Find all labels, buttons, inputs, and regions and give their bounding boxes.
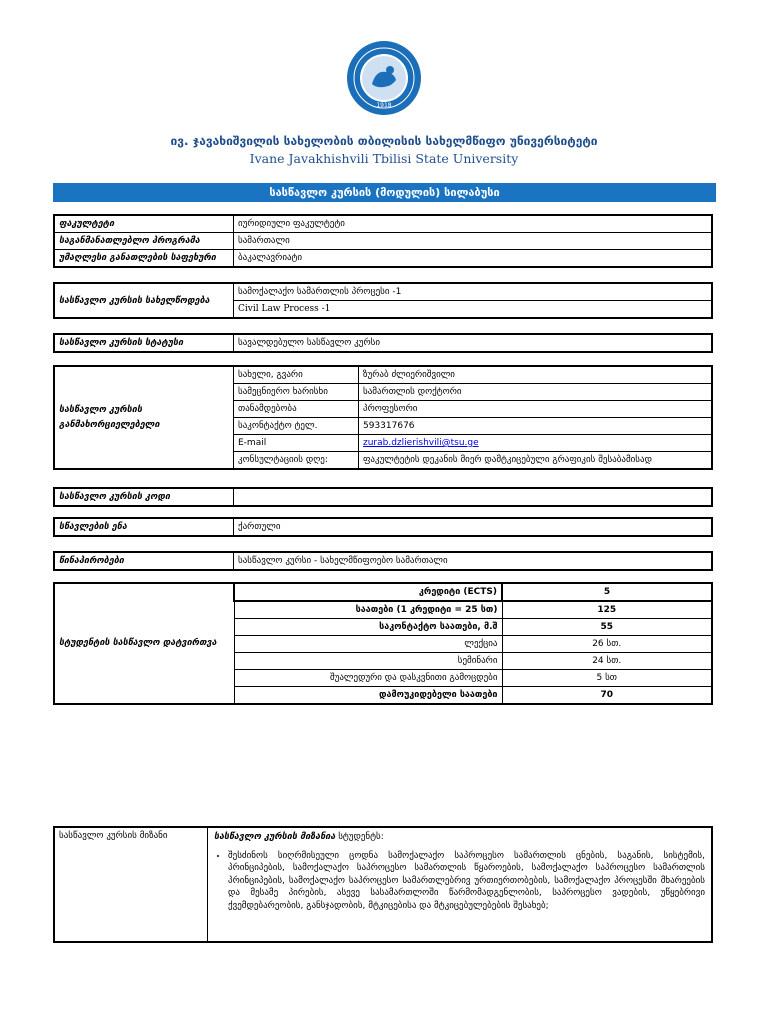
logo-year: 1918	[376, 102, 392, 109]
code-label: სასწავლო კურსის კოდი	[54, 488, 234, 506]
faculty-table	[53, 214, 713, 268]
table-row	[54, 552, 712, 570]
status-table	[53, 333, 713, 353]
email-cell	[359, 435, 713, 452]
workload-table	[53, 582, 713, 705]
seminar-value: 24 სთ.	[502, 653, 712, 670]
language-table	[53, 517, 713, 537]
hours-key: საათები (1 კრედიტი = 25 სთ)	[234, 601, 502, 619]
course-name-en: Civil Law Process -1	[234, 301, 713, 319]
credits-key: კრედიტი (ECTS)	[234, 583, 502, 601]
prereq-table	[53, 551, 713, 571]
table-row	[54, 366, 712, 384]
contact-hours-key: საკონტაქტო საათები, მ.შ	[234, 619, 502, 636]
consultation-value: ფაკულტეტის დეკანის მიერ დამტკიცებული გრაფიკის შესაბამისად	[359, 452, 713, 470]
phone-value: 593317676	[359, 418, 713, 435]
independent-hours-key: დამოუკიდებელი საათები	[234, 687, 502, 705]
list-item: • შესძინოს სიღრმისეული ცოდნა სამოქალაქო საპროცესო სამართლის ცნების, საგანის, სისტემის, პრინციპების, სამოქალაქო საპროცესო სამართლის წყაროების, სამოქალაქო საპროცესო სამართლის პრინციპების, სამოქალაქო საპროცესო სამართლებრივ ურთიერთობების, სამოქალაქო პროცესში მხარეების და მესამე პირების, ასევე სასამართლოში წარმომადგენლობის, საპროცესო ვადების, უწყებრივი ქვემდებარეობის, განსჯადობის, მტკიცებისა და მტკიცებულებების შესახებ;	[228, 850, 705, 913]
table-row	[54, 518, 712, 536]
course-name-geo: სამოქალაქო სამართლის პროცესი -1	[234, 283, 713, 301]
university-name-english: Ivane Javakhishvili Tbilisi State University	[249, 151, 519, 166]
table-row	[54, 583, 712, 601]
table-row	[54, 488, 712, 506]
seminar-key: სემინარი	[234, 653, 502, 670]
goal-intro-bold: სასწავლო კურსის მიზანია	[214, 832, 336, 842]
language-label: სწავლების ენა	[54, 518, 234, 536]
faculty-value: იურიდიული ფაკულტეტი	[234, 215, 713, 233]
lecture-key: ლექცია	[234, 636, 502, 653]
university-logo	[346, 40, 422, 116]
language-value: ქართული	[234, 518, 713, 536]
goal-list	[214, 850, 705, 913]
goal-intro-rest: სტუდენტს:	[335, 832, 384, 842]
contact-hours-value: 55	[502, 619, 712, 636]
lecture-value: 26 სთ.	[502, 636, 712, 653]
implementer-table	[53, 365, 713, 470]
exams-key: შუალედური და დასკვნითი გამოცდები	[234, 670, 502, 687]
table-row	[54, 250, 712, 268]
email-link[interactable]: zurab.dzlierishvili@tsu.ge	[363, 438, 479, 448]
name-value: ზურაბ ძლიერიშვილი	[359, 366, 713, 384]
code-value	[234, 488, 713, 506]
email-key: E-mail	[234, 435, 359, 452]
faculty-label: ფაკულტეტი	[54, 215, 234, 233]
prereq-value: სასწავლო კურსი - სახელმწიფოებო სამართალი	[234, 552, 713, 570]
phone-key: საკონტაქტო ტელ.	[234, 418, 359, 435]
workload-label: სტუდენტის სასწავლო დატვირთვა	[54, 583, 234, 704]
course-name-label: სასწავლო კურსის სახელწოდება	[54, 283, 234, 318]
university-name-georgian: ივ. ჯავახიშვილის სახელობის თბილისის სახელმწიფო უნივერსიტეტი	[170, 134, 598, 148]
table-row	[54, 233, 712, 250]
goal-table	[53, 826, 713, 943]
independent-hours-value: 70	[502, 687, 712, 705]
table-row	[54, 215, 712, 233]
course-name-table	[53, 282, 713, 319]
program-value: სამართალი	[234, 233, 713, 250]
implementer-label: სასწავლო კურსის განმახორციელებელი	[54, 366, 234, 469]
table-row	[54, 283, 712, 301]
exams-value: 5 სთ	[502, 670, 712, 687]
table-row	[54, 334, 712, 352]
status-label: სასწავლო კურსის სტატუსი	[54, 334, 234, 352]
degree-value: სამართლის დოქტორი	[359, 384, 713, 401]
code-table	[53, 487, 713, 507]
position-value: პროფესორი	[359, 401, 713, 418]
goal-label: სასწავლო კურსის მიზანი	[54, 827, 208, 942]
position-key: თანამდებობა	[234, 401, 359, 418]
goal-intro	[214, 831, 705, 844]
prereq-label: წინაპირობები	[54, 552, 234, 570]
degree-key: სამეცნიერო ხარისხი	[234, 384, 359, 401]
level-value: ბაკალავრიატი	[234, 250, 713, 268]
hours-value: 125	[502, 601, 712, 619]
level-label: უმაღლესი განათლების საფეხური	[54, 250, 234, 268]
name-key: სახელი, გვარი	[234, 366, 359, 384]
consultation-key: კონსულტაციის დღე:	[234, 452, 359, 470]
goal-content	[208, 827, 713, 942]
program-label: საგანმანათლებლო პროგრამა	[54, 233, 234, 250]
credits-value: 5	[502, 583, 712, 601]
table-row	[54, 827, 712, 942]
syllabus-banner: სასწავლო კურსის (მოდულის) სილაბუსი	[53, 183, 716, 202]
status-value: სავალდებულო სასწავლო კურსი	[234, 334, 713, 352]
